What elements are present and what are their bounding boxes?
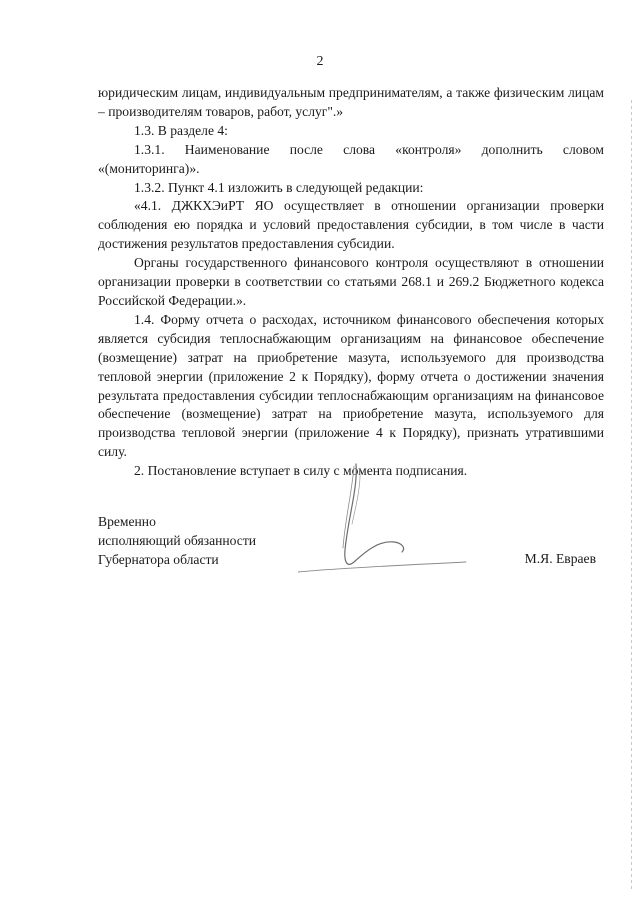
signer-title-line: Временно bbox=[98, 514, 156, 529]
document-body bbox=[98, 84, 604, 481]
signer-title-line: исполняющий обязанности bbox=[98, 532, 257, 548]
handwritten-signature-icon bbox=[298, 458, 468, 578]
page-number: 2 bbox=[316, 54, 324, 69]
paragraph: 1.3.1. Наименование после слова «контроля» дополнить словом «(мониторинга)». bbox=[98, 141, 604, 176]
paragraph: 2. Постановление вступает в силу с момента подписания. bbox=[134, 463, 468, 479]
paragraph: 1.3. В разделе 4: bbox=[134, 122, 228, 138]
signer-title-line: Губернатора области bbox=[98, 551, 219, 567]
signer-name: М.Я. Евраев bbox=[524, 551, 596, 566]
scan-edge-mark bbox=[631, 100, 632, 890]
paragraph: 1.3.2. Пункт 4.1 изложить в следующей редакции: bbox=[134, 179, 424, 195]
signature-block bbox=[98, 513, 604, 603]
paragraph: «4.1. ДЖКХЭиРТ ЯО осуществляет в отношении организации проверки соблюдения ею порядка и условий предоставления субсидии, в том числе в части достижения результатов предоставления субсидии. bbox=[98, 198, 604, 252]
signer-title bbox=[98, 513, 256, 570]
paragraph: Органы государственного финансового контроля осуществляют в отношении организации проверки в соответствии со статьями 268.1 и 269.2 Бюджетного кодекса Российской Федерации.». bbox=[98, 255, 604, 308]
paragraph: юридическим лицам, индивидуальным предпринимателям, а также физическим лицам – производителям товаров, работ, услуг".» bbox=[98, 85, 604, 119]
paragraph: 1.4. Форму отчета о расходах, источником финансового обеспечения которых является субсидия теплоснабжающим организациям на финансовое обеспечение (возмещение) затрат на приобретение мазута, используемого для производства тепловой энергии (приложение 2 к Порядку), форму отчета о достижении значения результата предоставления субсидии теплоснабжающим организациям на финансовое обеспечение (возмещение) затрат на приобретение мазута, используемого для производства тепловой энергии (приложение 4 к Порядку), признать утратившими силу. bbox=[98, 311, 604, 460]
